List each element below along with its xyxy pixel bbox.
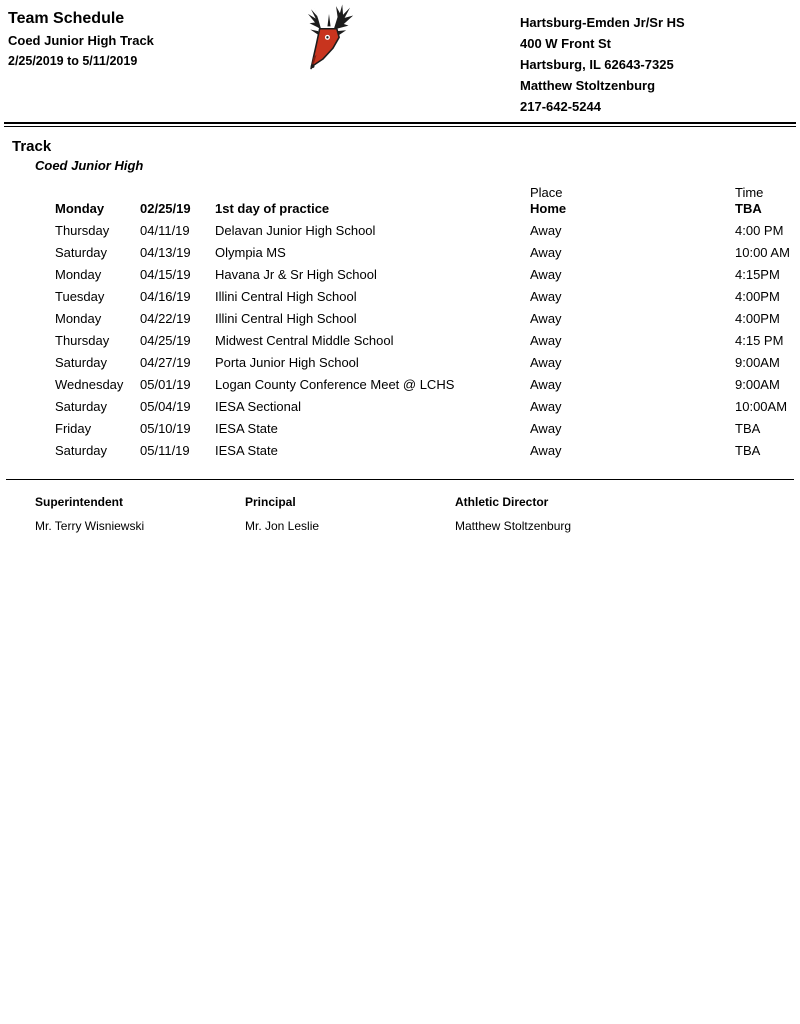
row-date: 04/11/19 (140, 222, 190, 238)
row-time: 4:15PM (735, 266, 780, 282)
row-day: Saturday (55, 398, 108, 414)
row-day: Saturday (55, 442, 108, 458)
row-date: 04/22/19 (140, 310, 191, 326)
row-place: Away (530, 398, 562, 414)
row-event: Havana Jr & Sr High School (215, 266, 377, 282)
row-time: 9:00AM (735, 376, 780, 392)
schedule-row (55, 439, 792, 461)
row-event: Delavan Junior High School (215, 222, 376, 238)
row-time: TBA (735, 200, 762, 216)
date-range: 2/25/2019 to 5/11/2019 (8, 54, 138, 68)
row-time: TBA (735, 442, 761, 458)
row-event: IESA State (215, 442, 278, 458)
schedule-rows (55, 219, 792, 461)
row-time: 10:00 AM (735, 244, 790, 260)
row-day: Tuesday (55, 288, 105, 304)
row-date: 05/01/19 (140, 376, 191, 392)
schedule-row (55, 285, 792, 307)
role-title: Principal (245, 495, 296, 509)
row-time: 4:00 PM (735, 222, 784, 238)
row-time: 4:00PM (735, 288, 780, 304)
role-title: Superintendent (35, 495, 124, 509)
row-day: Monday (55, 266, 102, 282)
role-name: Matthew Stoltzenburg (455, 519, 572, 533)
school-info-block (520, 12, 685, 117)
schedule-section (0, 127, 800, 461)
document-header (0, 0, 800, 122)
row-time: 9:00AM (735, 354, 780, 370)
row-event: Illini Central High School (215, 310, 357, 326)
role-title: Athletic Director (455, 495, 549, 509)
row-day: Thursday (55, 332, 110, 348)
row-date: 04/25/19 (140, 332, 191, 348)
row-place: Away (530, 244, 562, 260)
footer-signatures (35, 494, 800, 534)
row-event: IESA Sectional (215, 398, 301, 414)
schedule-row (55, 329, 792, 351)
stag-mascot-logo-icon (290, 2, 368, 82)
row-day: Friday (55, 420, 92, 436)
row-time: 4:00PM (735, 310, 780, 326)
schedule-row (55, 373, 792, 395)
team-subtitle: Coed Junior High Track (8, 33, 154, 48)
footer-role (245, 494, 455, 534)
row-place: Home (530, 200, 567, 216)
page-title: Team Schedule (8, 10, 125, 27)
table-header-row (55, 181, 792, 200)
row-day: Saturday (55, 244, 108, 260)
row-event: Porta Junior High School (215, 354, 359, 370)
schedule-row (55, 417, 792, 439)
school-phone: 217-642-5244 (520, 99, 601, 114)
row-place: Away (530, 222, 562, 238)
row-day: Wednesday (55, 376, 124, 392)
row-day: Monday (55, 310, 102, 326)
row-day: Thursday (55, 222, 110, 238)
header-left-block (8, 8, 154, 72)
role-name: Mr. Jon Leslie (245, 519, 320, 533)
schedule-row (55, 351, 792, 373)
school-contact-name: Matthew Stoltzenburg (520, 78, 656, 93)
schedule-row (55, 307, 792, 329)
row-time: 4:15 PM (735, 332, 784, 348)
row-date: 04/16/19 (140, 288, 191, 304)
row-event: Logan County Conference Meet @ LCHS (215, 376, 455, 392)
school-name: Hartsburg-Emden Jr/Sr HS (520, 15, 685, 30)
schedule-row (55, 241, 792, 263)
role-name: Mr. Terry Wisniewski (35, 519, 145, 533)
row-date: 04/13/19 (140, 244, 191, 260)
row-date: 05/10/19 (140, 420, 191, 436)
row-time: TBA (735, 420, 761, 436)
row-event: Midwest Central Middle School (215, 332, 394, 348)
schedule-table (55, 181, 792, 461)
row-date: 04/27/19 (140, 354, 191, 370)
row-event: Olympia MS (215, 244, 286, 260)
column-header-time: Time (735, 184, 764, 200)
schedule-row (55, 395, 792, 417)
row-event: 1st day of practice (215, 200, 330, 216)
school-address-line1: 400 W Front St (520, 36, 612, 51)
footer-divider (6, 479, 794, 480)
row-place: Away (530, 420, 562, 436)
row-date: 02/25/19 (140, 200, 191, 216)
row-place: Away (530, 288, 562, 304)
school-address-line2: Hartsburg, IL 62643-7325 (520, 57, 674, 72)
column-header-place: Place (530, 184, 563, 200)
row-place: Away (530, 266, 562, 282)
row-place: Away (530, 442, 562, 458)
row-day: Saturday (55, 354, 108, 370)
row-event: IESA State (215, 420, 278, 436)
row-event: Illini Central High School (215, 288, 357, 304)
schedule-row (55, 263, 792, 285)
schedule-row (55, 219, 792, 241)
sport-title: Track (12, 138, 52, 155)
footer-role (455, 494, 800, 534)
row-date: 05/04/19 (140, 398, 191, 414)
row-place: Away (530, 354, 562, 370)
row-place: Away (530, 376, 562, 392)
team-title: Coed Junior High (35, 158, 144, 173)
row-day: Monday (55, 200, 105, 216)
row-date: 05/11/19 (140, 442, 190, 458)
row-date: 04/15/19 (140, 266, 191, 282)
row-place: Away (530, 310, 562, 326)
schedule-first-row (55, 200, 792, 220)
row-place: Away (530, 332, 562, 348)
row-time: 10:00AM (735, 398, 788, 414)
footer-role (35, 494, 245, 534)
